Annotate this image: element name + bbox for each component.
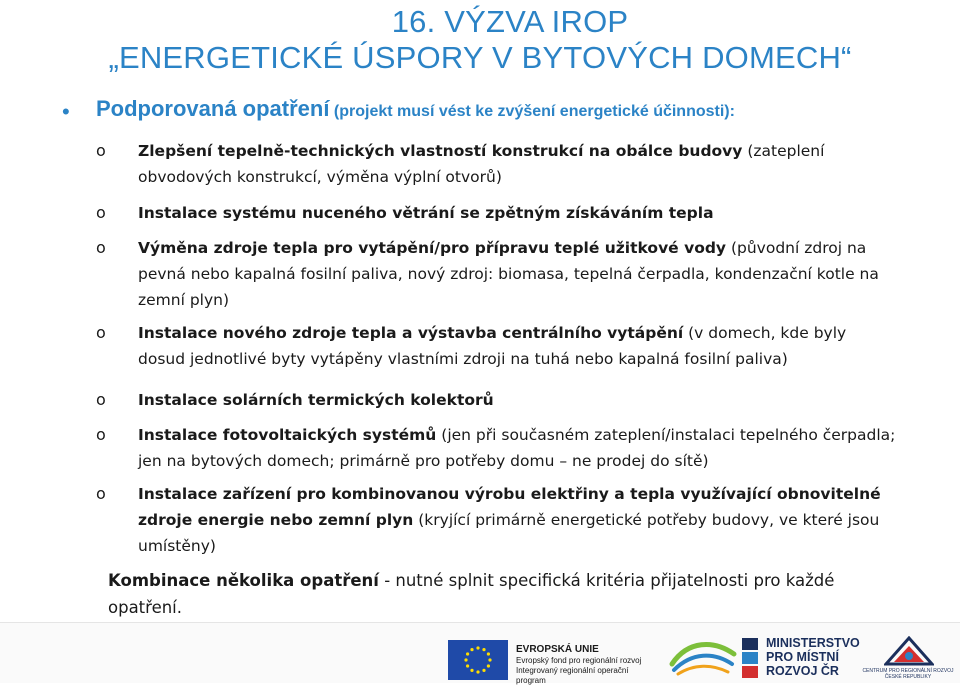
lead-note: (projekt musí vést ke zvýšení energetické účinnosti): (329, 103, 735, 120)
eu-fund: Evropský fond pro regionální rozvoj (516, 656, 642, 665)
item-bold: Výměna zdroje tepla pro vytápění/pro přípravu teplé užitkové vody (138, 239, 727, 257)
slide-title (0, 4, 960, 76)
item-rest: (původní zdroj na pevná nebo kapalná fosilní paliva, nový zdroj: biomasa, tepelná čerpadla, kondenzační kotle na zemní plyn) (138, 239, 879, 309)
list-marker: o (96, 323, 106, 342)
item-bold: Instalace systému nuceného větrání se zpětným získáváním tepla (138, 204, 714, 222)
item-rest: (jen při současném zateplení/instalaci tepelného čerpadla; jen na bytových domech; primárně pro potřeby domu – ne prodej do sítě) (138, 426, 896, 470)
item-bold: Zlepšení tepelně-technických vlastností konstrukcí na obálce budovy (138, 142, 743, 160)
item-bold: Instalace nového zdroje tepla a výstavba centrálního vytápění (138, 324, 684, 342)
title-line-1: 16. VÝZVA IROP (391, 4, 629, 39)
mmr-logo-text (766, 636, 866, 678)
item-bold: Instalace fotovoltaických systémů (138, 426, 437, 444)
crr-line-2: ČESKÉ REPUBLIKY (884, 674, 932, 680)
lead-bullet: • (62, 99, 70, 124)
lead-main: Podporovaná opatření (96, 96, 330, 121)
list-marker: o (96, 141, 106, 160)
item-rest: (v domech, kde byly dosud jednotlivé byty vytápěny vlastními zdroji na tuhá nebo kapalná fosilní paliva) (138, 324, 847, 368)
list-item (96, 235, 898, 313)
closing-rest: - nutné splnit specifická kritéria přijatelnosti pro každé opatření. (108, 571, 835, 617)
mmr-emblem-icon (740, 636, 760, 680)
mmr-line-3: ROZVOJ ČR (766, 664, 839, 678)
eu-flag-icon (448, 640, 508, 680)
eu-title: EVROPSKÁ UNIE (516, 644, 599, 655)
list-marker: o (96, 203, 106, 222)
closing-note (108, 567, 888, 621)
crr-line-1: CENTRUM PRO REGIONÁLNÍ ROZVOJ (862, 668, 954, 674)
crr-caption (858, 668, 958, 680)
list-item (96, 320, 898, 372)
item-rest: (kryjící primárně energetické potřeby budovy, ve které jsou umístěny) (138, 511, 880, 555)
list-marker: o (96, 484, 106, 503)
list-item (96, 138, 898, 190)
closing-bold: Kombinace několika opatření (108, 571, 379, 590)
list-item (96, 422, 898, 474)
list-item (96, 387, 898, 413)
list-marker: o (96, 390, 106, 409)
mmr-line-2: PRO MÍSTNÍ (766, 650, 839, 664)
list-item (96, 481, 898, 559)
list-item (96, 200, 898, 226)
title-line-2: „ENERGETICKÉ ÚSPORY V BYTOVÝCH DOMECH“ (108, 40, 852, 75)
list-marker: o (96, 425, 106, 444)
item-bold: Instalace zařízení pro kombinovanou výrobu elektřiny a tepla využívající obnovitelné zdroje energie nebo zemní plyn (138, 485, 881, 529)
item-rest: (zateplení obvodových konstrukcí, výměna výplní otvorů) (138, 142, 825, 186)
crr-logo-icon (884, 636, 934, 668)
irop-swirl-logo-icon (668, 634, 738, 678)
list-marker: o (96, 238, 106, 257)
eu-caption (516, 644, 656, 686)
eu-programme: Integrovaný regionální operační program (516, 666, 629, 685)
item-bold: Instalace solárních termických kolektorů (138, 391, 494, 409)
mmr-line-1: MINISTERSTVO (766, 636, 860, 650)
lead-heading (96, 96, 735, 122)
